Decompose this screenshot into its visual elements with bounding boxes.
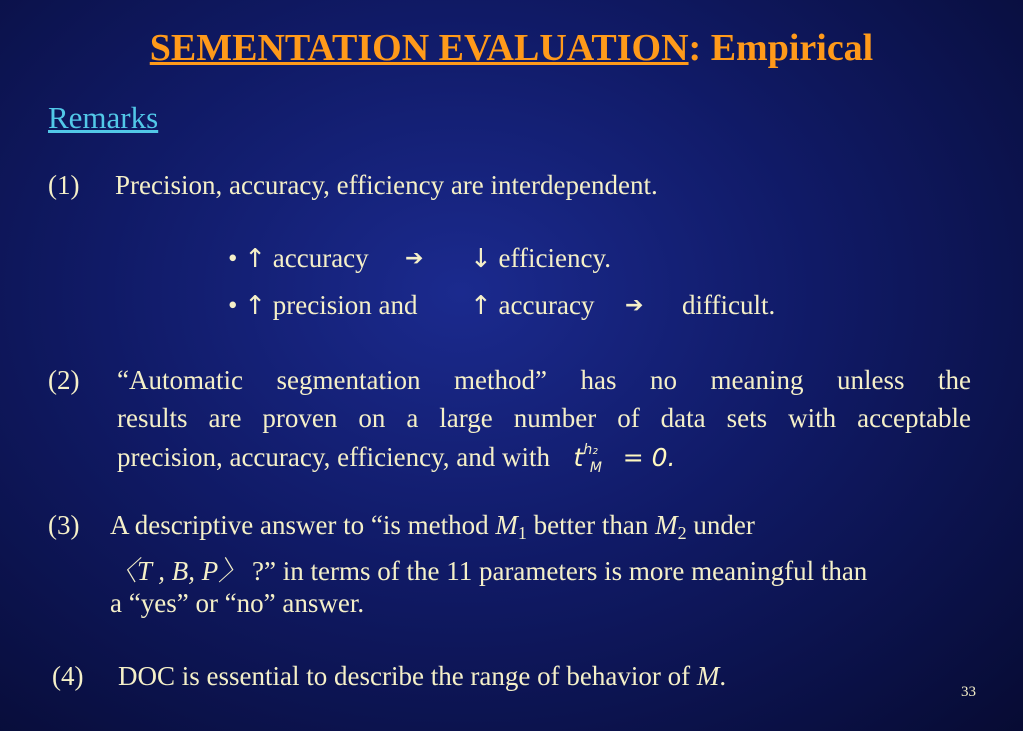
item-4-text-body: DOC is essential to describe the range of behavior of [118, 661, 691, 691]
bullet-2-word2: accuracy [498, 290, 595, 320]
item-3-M2: M [655, 510, 678, 540]
right-arrow-icon: ➔ [625, 293, 644, 318]
item-2-line1: “Automatic segmentation method” has no meaning unless the [117, 365, 971, 395]
bullet-dot: • [228, 290, 238, 320]
item-3-M1: M [495, 510, 518, 540]
slide-title [0, 26, 1023, 70]
down-arrow-icon: ↓ [470, 244, 492, 274]
item-3-line1-a: A descriptive answer to “is method [110, 510, 489, 540]
formula-t: t [573, 443, 584, 472]
item-3-line1 [110, 510, 755, 544]
item-4-number: (4) [52, 661, 84, 691]
right-arrow-icon: ➔ [405, 246, 424, 271]
bullet-dot: • [228, 243, 238, 273]
item-3-number: (3) [48, 510, 80, 540]
item-2-line2: results are proven on a large number of data sets with acceptable [117, 403, 971, 433]
item-3-line1-b: better than [533, 510, 649, 540]
item-2-line3 [117, 442, 675, 476]
remarks-heading: Remarks [48, 100, 159, 135]
item-2-number: (2) [48, 365, 80, 395]
item-2-line3-text: precision, accuracy, efficiency, and with [117, 442, 551, 472]
item-3-sub2: 2 [677, 523, 687, 543]
bullet-1-word1: accuracy [272, 243, 369, 273]
title-rest: : Empirical [688, 27, 874, 69]
item-3-line1-c: under [693, 510, 755, 540]
item-3-sub1: 1 [517, 523, 527, 543]
bullet-1-right [470, 243, 611, 274]
item-3-tuple: 〈T , B, P〉 [110, 556, 246, 586]
bullet-2-word3: difficult. [682, 290, 776, 320]
item-4-text [118, 661, 726, 692]
formula-equals: = 0. [622, 443, 676, 472]
title-underlined: SEMENTATION EVALUATION [149, 27, 689, 69]
formula-subscript: M [589, 460, 602, 476]
bullet-1-word2: efficiency. [498, 243, 611, 273]
item-3-line2-text: ?” in terms of the 11 parameters is more meaningful than [252, 556, 868, 586]
formula-superscript: h₂ [583, 442, 598, 458]
item-3-line3: a “yes” or “no” answer. [110, 588, 365, 618]
up-arrow-icon: ↑ [244, 291, 266, 321]
page-number: 33 [961, 684, 976, 700]
bullet-2-word1: precision and [272, 290, 418, 320]
bullet-2-middle [470, 290, 594, 321]
up-arrow-icon: ↑ [244, 244, 266, 274]
item-4-period: . [719, 661, 727, 691]
bullet-2 [228, 290, 417, 321]
item-3-line2 [110, 549, 867, 588]
item-1-number: (1) [48, 170, 80, 200]
item-4-M: M [696, 661, 720, 691]
item-1-text: Precision, accuracy, efficiency are interdependent. [115, 170, 658, 200]
bullet-1 [228, 243, 369, 274]
up-arrow-icon: ↑ [470, 291, 492, 321]
